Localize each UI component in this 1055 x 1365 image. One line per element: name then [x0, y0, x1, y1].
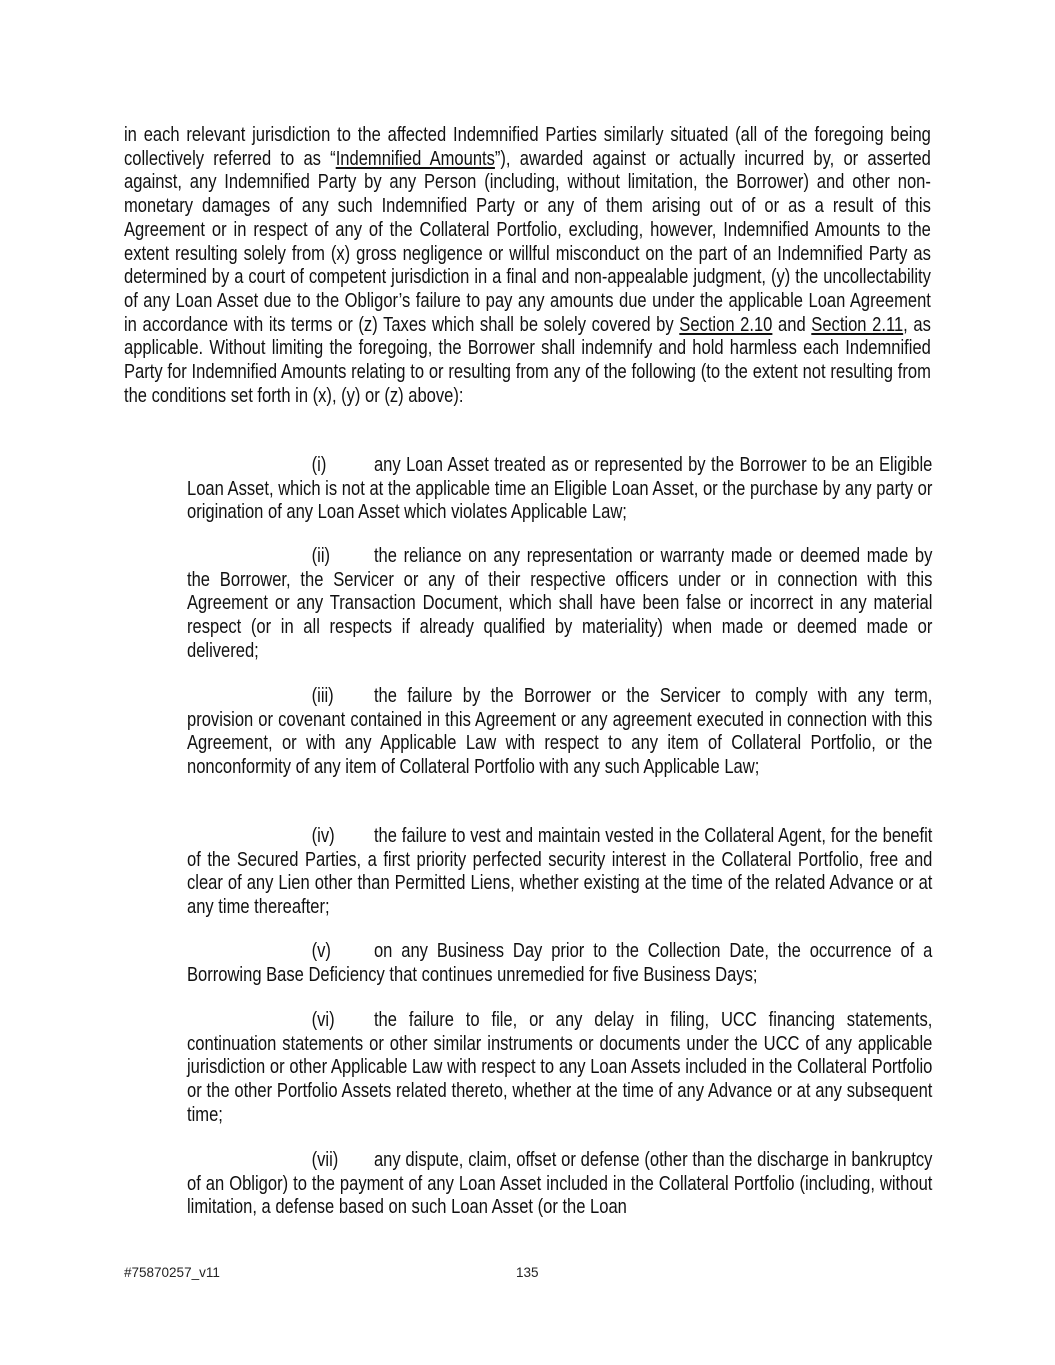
list-item-vii	[187, 1149, 932, 1220]
list-item-v	[187, 940, 932, 987]
section-reference-2-11: Section 2.11	[811, 313, 904, 336]
list-item-i	[187, 454, 932, 525]
item-text: the failure to file, or any delay in filing, UCC financing statements, continuation statements or other similar instruments or documents under the UCC of any applicable jurisdiction or other Applicable Law with respect to any Loan Assets included in the Collateral Portfolio or the other Portfolio Assets related thereto, whether at the time of any Advance or at any subsequent time;	[187, 1009, 933, 1126]
item-number: (vii)	[311, 1149, 339, 1171]
item-number: (ii)	[311, 545, 331, 567]
list-item-ii	[187, 545, 932, 664]
item-text: on any Business Day prior to the Collection Date, the occurrence of a Borrowing Base Deficiency that continues unremedied for five Business Days;	[187, 940, 933, 986]
item-number: (iii)	[311, 685, 334, 707]
list-item-iii	[187, 685, 932, 780]
intro-text-2: ”), awarded against or actually incurred by, or asserted against, any Indemnified Party by any Person (including, without limitation, the Borrower) and other non-monetary damages of any such Indemnified Party or any of them arising out of or as a result of this Agreement or in respect of any of the Collateral Portfolio, excluding, however, Indemnified Amounts to the extent resulting solely from (x) gross negligence or willful misconduct on the part of an Indemnified Party as determined by a court of competent jurisdiction in a final and non-appealable judgment, (y) the uncollectability of any Loan Asset due to the Obligor’s failure to pay any amounts due under the applicable Loan Agreement in accordance with its terms or (z) Taxes which shall be solely covered by	[124, 147, 931, 336]
item-text: the failure by the Borrower or the Servicer to comply with any term, provision or covenant contained in this Agreement or any agreement executed in connection with this Agreement, or with any Applicable Law with respect to any item of Collateral Portfolio, or the nonconformity of any item of Collateral Portfolio with any such Applicable Law;	[187, 685, 933, 779]
list-item-vi	[187, 1009, 932, 1128]
page-number: 135	[516, 1265, 539, 1280]
defined-term-indemnified-amounts: Indemnified Amounts	[335, 147, 495, 170]
item-number: (vi)	[311, 1009, 335, 1031]
item-text: the reliance on any representation or warranty made or deemed made by the Borrower, the Servicer or any of their respective officers under or in connection with this Agreement or any Transaction Document, which shall have been false or incorrect in any material respect (or in all respects if already qualified by materiality) when made or deemed made or delivered;	[187, 545, 933, 662]
item-text: the failure to vest and maintain vested in the Collateral Agent, for the benefit of the Secured Parties, a first priority perfected security interest in the Collateral Portfolio, free and clear of any Lien other than Permitted Liens, whether existing at the time of the related Advance or at any time thereafter;	[187, 825, 933, 919]
intro-paragraph	[124, 124, 931, 408]
list-item-iv	[187, 825, 932, 920]
intro-text-1: in each relevant jurisdiction to the affected Indemnified Parties similarly situated (all of the foregoing being collectively referred to as “	[124, 124, 931, 170]
intro-text-3: , as applicable. Without limiting the foregoing, the Borrower shall indemnify and hold harmless each Indemnified Party for Indemnified Amounts relating to or resulting from any of the following (to the extent not resulting from the conditions set forth in (x), (y) or (z) above):	[124, 313, 931, 407]
item-text: any Loan Asset treated as or represented by the Borrower to be an Eligible Loan Asset, which is not at the applicable time an Eligible Loan Asset, or the purchase by any party or origination of any Loan Asset which violates Applicable Law;	[187, 454, 933, 524]
item-number: (v)	[311, 940, 331, 962]
item-text: any dispute, claim, offset or defense (other than the discharge in bankruptcy of an Obligor) to the payment of any Loan Asset included in the Collateral Portfolio (including, without limitation, a defense based on such Loan Asset (or the Loan	[187, 1149, 933, 1219]
section-reference-2-10: Section 2.10	[679, 313, 773, 336]
item-number: (iv)	[311, 825, 335, 847]
document-id: #75870257_v11	[124, 1265, 220, 1280]
intro-and: and	[772, 313, 812, 336]
item-number: (i)	[311, 454, 327, 476]
